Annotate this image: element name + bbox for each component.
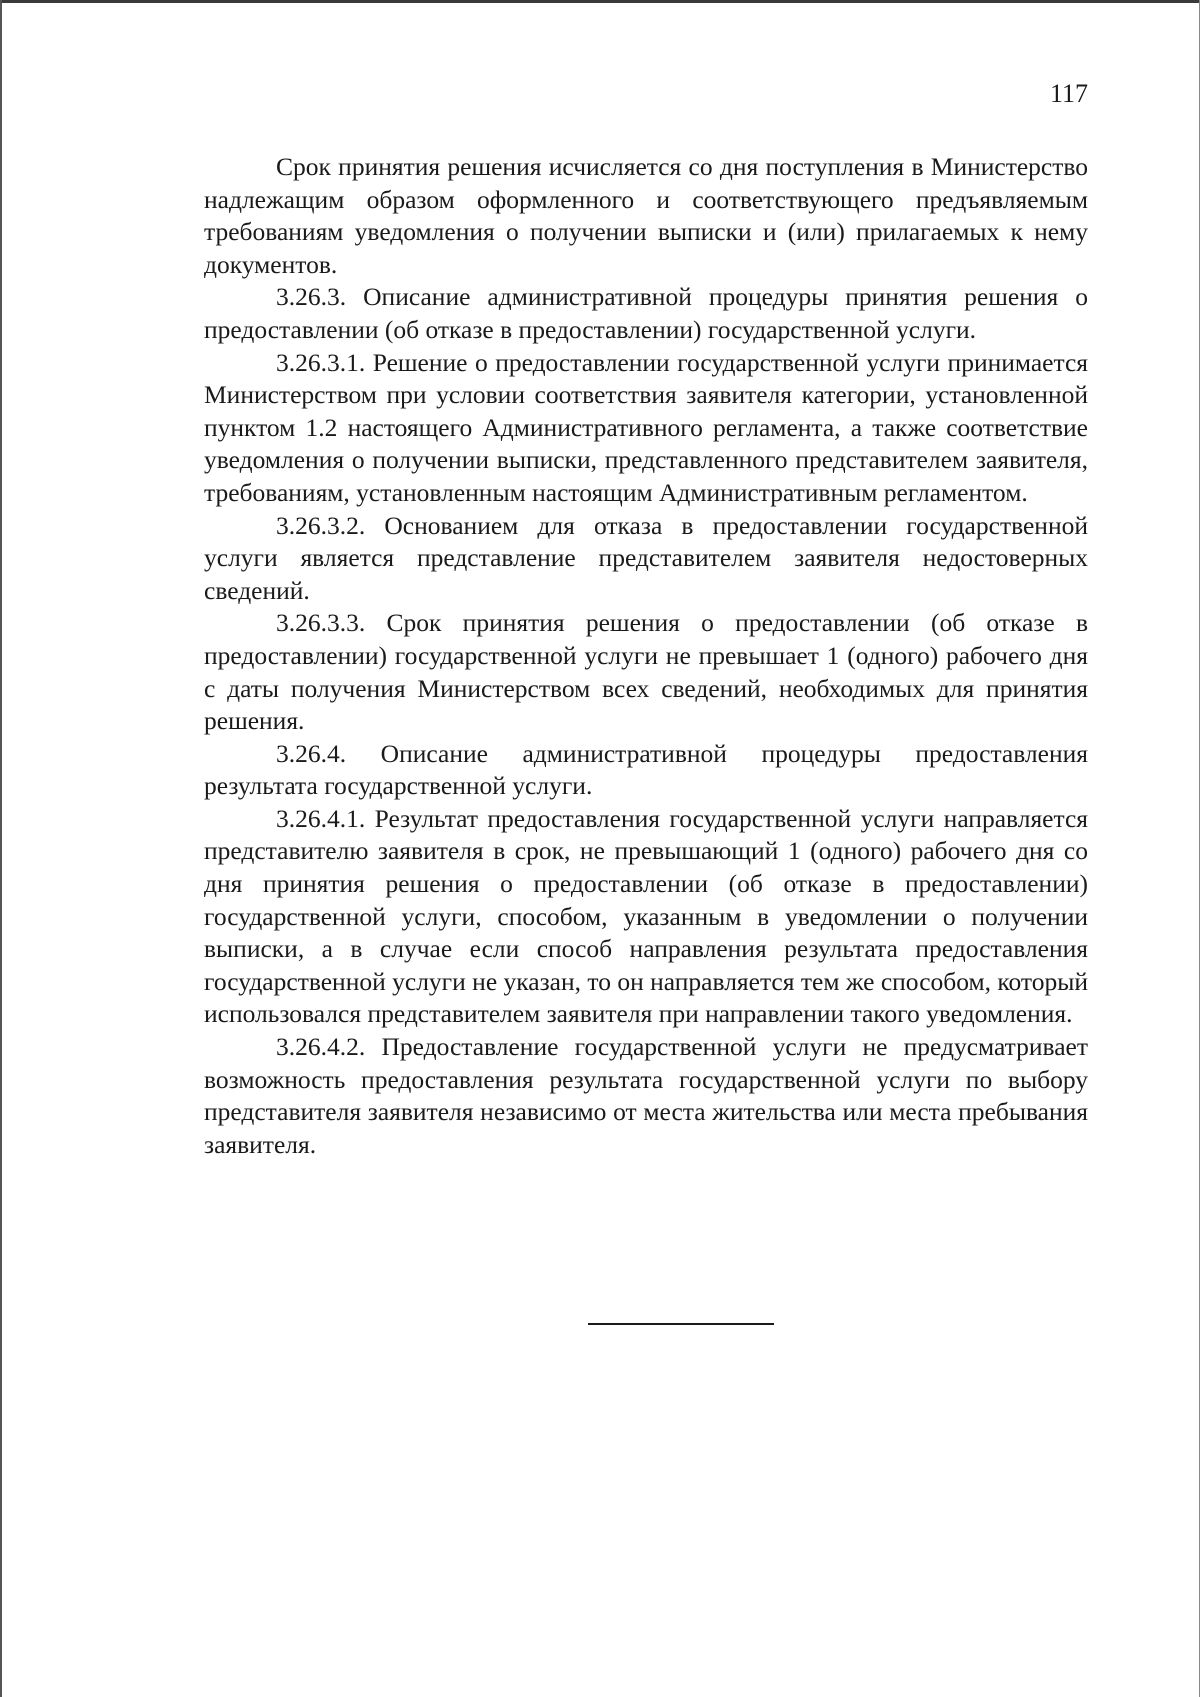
paragraph-3-26-3-1: 3.26.3.1. Решение о предоставлении государственной услуги принимается Министерством при условии соответствия заявителя категории, установленной пунктом 1.2 настоящего Административного регламента, а также соответствие уведомления о получении выписки, представленного представителем заявителя, требованиям, установленным настоящим Административным регламентом. <box>204 347 1088 507</box>
paragraph-3-26-3-3: 3.26.3.3. Срок принятия решения о предоставлении (об отказе в предоставлении) государственной услуги не превышает 1 (одного) рабочего дня с даты получения Министерством всех сведений, необходимых для принятия решения. <box>204 608 1088 736</box>
paragraph-3-26-3: 3.26.3. Описание административной процедуры принятия решения о предоставлении (об отказе в предоставлении) государственной услуги. <box>204 282 1088 344</box>
scan-edge-top <box>0 0 1200 3</box>
scan-edge-left <box>0 0 2 1697</box>
paragraph-3-26-4: 3.26.4. Описание административной процедуры предоставления результата государственной услуги. <box>204 738 1088 801</box>
end-separator-line <box>588 1323 774 1325</box>
paragraph-3-26-3-2: 3.26.3.2. Основанием для отказа в предоставлении государственной услуги является представление представителем заявителя недостоверных сведений. <box>204 510 1088 605</box>
document-body <box>204 151 1088 1161</box>
paragraph-3-26-4-2: 3.26.4.2. Предоставление государственной услуги не предусматривает возможность предоставления результата государственной услуги по выбору представителя заявителя независимо от места жительства или места пребывания заявителя. <box>204 1032 1088 1159</box>
page-number: 117 <box>1049 79 1088 108</box>
paragraph-decision-deadline: Срок принятия решения исчисляется со дня поступления в Министерство надлежащим образом оформленного и соответствующего предъявляемым требованиям уведомления о получении выписки и (или) прилагаемых к нему документов. <box>204 152 1088 279</box>
paragraph-3-26-4-1: 3.26.4.1. Результат предоставления государственной услуги направляется представителю заявителя в срок, не превышающий 1 (одного) рабочего дня со дня принятия решения о предоставлении (об отказе в предоставлении) государственной услуги, способом, указанным в уведомлении о получении выписки, а в случае если способ направления результата предоставления государственной услуги не указан, то он направляется тем же способом, который использовался представителем заявителя при направлении такого уведомления. <box>204 803 1088 1029</box>
